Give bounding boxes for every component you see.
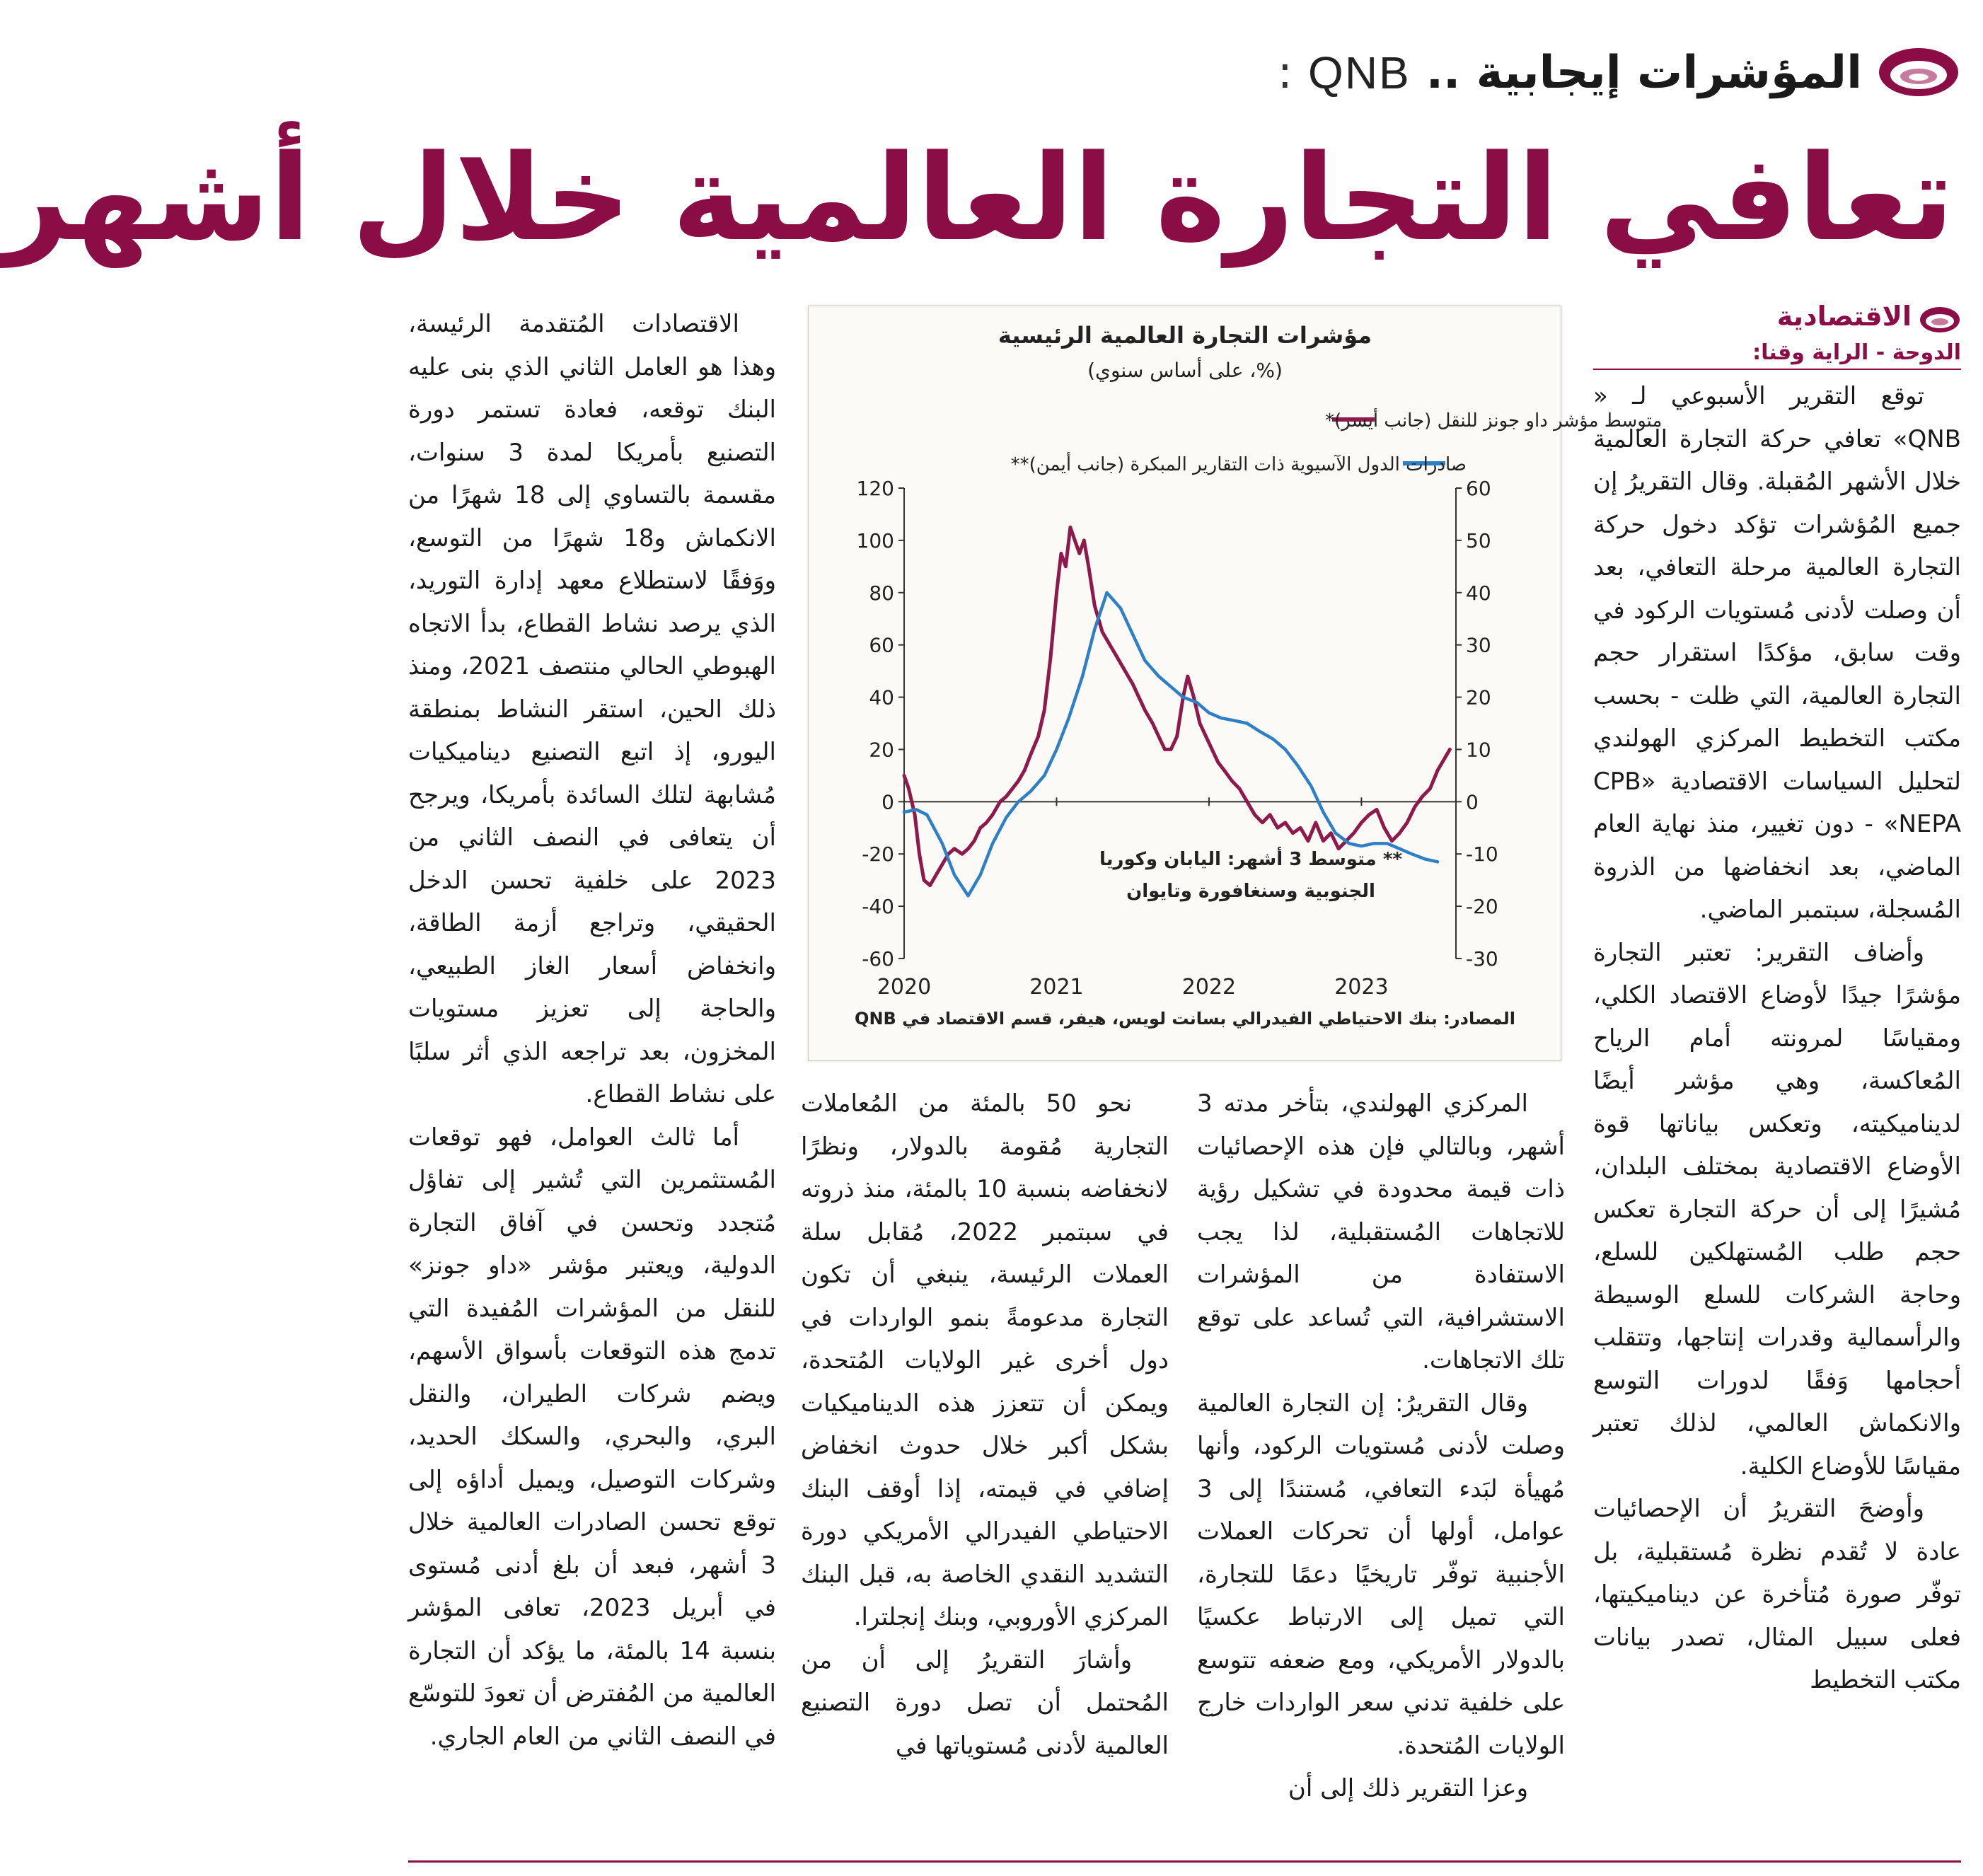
section-title: الاقتصادية xyxy=(1776,301,1912,332)
chart-subtitle: (%، على أساس سنوي) xyxy=(1087,359,1283,382)
kicker-text: المؤشرات إيجابية .. xyxy=(1426,47,1862,99)
x-tick-label: 2022 xyxy=(1181,975,1237,1000)
right-tick-label: -20 xyxy=(1466,895,1498,919)
paragraph: وعزا التقرير ذلك إلى أن xyxy=(1288,1774,1528,1802)
left-tick-label: 20 xyxy=(869,738,894,762)
kicker-colon: : xyxy=(1277,47,1293,99)
chart-note-2: الجنوبية وسنغافورة وتايوان xyxy=(1126,881,1375,902)
paragraph: وقال التقريرُ: إن التجارة العالمية وصلت لأدنى مُستويات الركود، وأنها مُهيأة لبَدء التعافي، مُستندًا إلى 3 عوامل، أولها أن تحركات العملات الأجنبية توفّر تاريخيًا دعمًا للتجارة، التي تميل إلى الارتباط عكسيًا بالدولار الأمريكي، ومع ضعفه تتوسع على خلفية تدني سعر الواردات خارج الولايات المُتحدة. xyxy=(1197,1389,1565,1760)
paragraph: أما ثالث العوامل، فهو توقعات المُستثمرين التي تُشير إلى تفاؤل مُتجدد وتحسن في آفاق التجارة الدولية، ويعتبر مؤشر «داو جونز» للنقل من المؤشرات المُفيدة التي تدمج هذه التوقعات بأسواق الأسهم، ويضم شركات الطيران، والنقل البري، والبحري، والسكك الحديد، وشركات التوصيل، ويميل أداؤه إلى توقع تحسن الصادرات العالمية خلال 3 أشهر، فبعد أن بلغ أدنى مُستوى في أبريل 2023، تعافى المؤشر بنسبة 14 بالمئة، ما يؤكد أن التجارة العالمية من المُفترض أن تعودَ للتوسّع في النصف الثاني من العام الجاري. xyxy=(408,1123,776,1751)
right-tick-label: 10 xyxy=(1466,738,1491,762)
paragraph: وأوضحَ التقريرُ أن الإحصائيات عادة لا تُقدم نظرة مُستقبلية، بل توفّر صورة مُتأخرة عن ديناميكيتها، فعلى سبيل المثال، تصدر بيانات مكتب التخطيط xyxy=(1593,1495,1961,1694)
kicker-line xyxy=(1277,41,1862,105)
paragraph: وأشارَ التقريرُ إلى أن من المُحتمل أن تصل دورة التصنيع العالمية لأدنى مُستوياتها في xyxy=(801,1645,1169,1760)
chart-title: مؤشرات التجارة العالمية الرئيسية xyxy=(998,322,1372,349)
chart-figure xyxy=(808,306,1663,1061)
paragraph: وأضاف التقرير: تعتبر التجارة مؤشرًا جيدًا لأوضاع الاقتصاد الكلي، ومقياسًا لمرونته أمام الرياح المُعاكسة، وهي مؤشر أيضًا لديناميكيته، وتعكس بياناتها قوة الأوضاع الاقتصادية بمختلف البلدان، مُشيرًا إلى أن حركة التجارة تعكس حجم طلب المُستهلكين للسلع، وحاجة الشركات للسلع الوسيطة والرأسمالية وقدرات إنتاجها، وتتقلب أحجامها وَفقًا لدورات التوسع والانكماش العالمي، لذلك تعتبر مقياسًا للأوضاع الكلية. xyxy=(1593,938,1961,1481)
article-column-1 xyxy=(1593,375,1961,1702)
legend-label-asia: صادرات الدول الآسيوية ذات التقارير المبكرة (جانب أيمن)** xyxy=(1010,454,1467,475)
section-block xyxy=(1593,301,1961,371)
left-tick-label: 100 xyxy=(856,528,894,552)
chart-note-1: ** متوسط 3 أشهر: اليابان وكوريا xyxy=(1099,849,1403,870)
article-column-2 xyxy=(1197,1082,1565,1810)
left-tick-label: 60 xyxy=(869,633,894,657)
left-tick-label: -40 xyxy=(862,895,894,919)
bottom-rule xyxy=(408,1860,1961,1863)
x-tick-label: 2023 xyxy=(1334,975,1389,1000)
chart-source: المصادر: بنك الاحتياطي الفيدرالي بسانت لويس، هيفر، قسم الاقتصاد في QNB xyxy=(855,1009,1515,1029)
dateline: الدوحة - الراية وقنا: xyxy=(1752,340,1961,365)
right-tick-label: 20 xyxy=(1466,685,1491,710)
legend-label-dow: متوسط مؤشر داو جونز للنقل (جانب أيسر)* xyxy=(1325,410,1663,432)
article-column-3 xyxy=(801,1082,1169,1767)
section-logo-icon xyxy=(1919,305,1961,335)
chart-series xyxy=(904,527,1450,896)
left-tick-label: 40 xyxy=(869,685,894,710)
x-tick-label: 2020 xyxy=(877,975,932,1000)
right-tick-label: 60 xyxy=(1466,477,1491,500)
right-tick-label: -30 xyxy=(1466,947,1498,971)
paragraph: توقع التقرير الأسبوعي لـ « QNB» تعافي حركة التجارة العالمية خلال الأشهر المُقبلة. وقال التقريرُ إن جميع المُؤشرات تؤكد دخول حركة التجارة العالمية مرحلة التعافي، بعد أن وصلت لأدنى مُستويات الركود في وقت سابق، مؤكدًا استقرار حجم التجارة العالمية، التي ظلت - بحسب مكتب التخطيط المركزي الهولندي لتحليل السياسات الاقتصادية «CPB NEPA» - دون تغيير، منذ نهاية العام الماضي، بعد انخفاضها من الذروة المُسجلة، سبتمبر الماضي. xyxy=(1593,382,1961,924)
left-tick-label: 0 xyxy=(881,790,894,814)
right-tick-label: 40 xyxy=(1466,581,1491,605)
right-tick-label: 50 xyxy=(1466,528,1491,552)
left-tick-label: -20 xyxy=(862,843,894,867)
left-tick-label: -60 xyxy=(862,947,894,971)
left-tick-label: 120 xyxy=(856,477,894,500)
dateline-rule xyxy=(1593,369,1961,370)
right-tick-label: 30 xyxy=(1466,633,1491,657)
x-tick-label: 2021 xyxy=(1029,975,1084,1000)
trade-indicators-chart xyxy=(809,306,1663,1062)
series-line-dow-jones xyxy=(904,527,1450,885)
left-tick-label: 80 xyxy=(869,581,894,605)
brand-logo-icon xyxy=(1876,44,1961,100)
paragraph: نحو 50 بالمئة من المُعاملات التجارية مُقومة بالدولار، ونظرًا لانخفاضه بنسبة 10 بالمئة، منذ ذروته في سبتمبر 2022، مُقابل سلة العملات الرئيسة، ينبغي أن تكون التجارة مدعومةً بنمو الواردات في دول أخرى غير الولايات المُتحدة، ويمكن أن تتعزز هذه الديناميكيات بشكل أكبر خلال حدوث انخفاض إضافي في قيمته، إذا أوقف البنك الاحتياطي الفيدرالي الأمريكي دورة التشديد النقدي الخاصة به، قبل البنك المركزي الأوروبي، وبنك إنجلترا. xyxy=(801,1089,1169,1631)
paragraph: المركزي الهولندي، بتأخر مدته 3 أشهر، وبالتالي فإن هذه الإحصائيات ذات قيمة محدودة في تشكيل رؤية للاتجاهات المُستقبلية، لذا يجب الاستفادة من المؤشرات الاستشرافية، التي تُساعد على توقع تلك الاتجاهات. xyxy=(1197,1089,1565,1374)
kicker-brand: QNB xyxy=(1308,47,1411,98)
paragraph: الاقتصادات المُتقدمة الرئيسة، وهذا هو العامل الثاني الذي بنى عليه البنك توقعه، فعادة تستمر دورة التصنيع بأمريكا لمدة 3 سنوات، مقسمة بالتساوي إلى 18 شهرًا من الانكماش و18 شهرًا من التوسع، ووَفقًا لاستطلاع معهد إدارة التوريد، الذي يرصد نشاط القطاع، بدأ الاتجاه الهبوطي الحالي منتصف 2021، ومنذ ذلك الحين، استقر النشاط بمنطقة اليورو، إذ اتبع التصنيع ديناميكيات مُشابهة لتلك السائدة بأمريكا، ويرجح أن يتعافى في النصف الثاني من 2023 على خلفية تحسن الدخل الحقيقي، وتراجع أزمة الطاقة، وانخفاض أسعار الغاز الطبيعي، والحاجة إلى تعزيز مستويات المخزون، بعد تراجعه الذي أثر سلبًا على نشاط القطاع. xyxy=(408,310,777,1108)
right-tick-label: -10 xyxy=(1466,843,1498,867)
page-headline: تعافي التجارة العالمية خلال أشهر xyxy=(0,129,1954,267)
right-tick-label: 0 xyxy=(1466,790,1479,814)
article-column-4 xyxy=(408,303,776,1758)
